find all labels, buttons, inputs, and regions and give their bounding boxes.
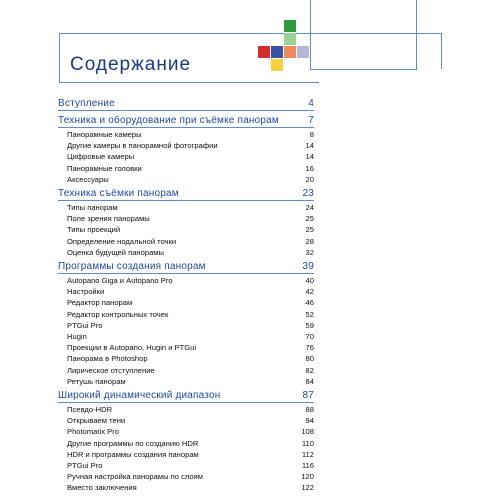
toc-entry-page: 52 [305,309,314,319]
toc-entry[interactable] [58,174,314,185]
frame-line-bottom-h [59,82,319,83]
toc-entry[interactable] [58,275,314,286]
toc-section-title: Техника и оборудование при съёмке панорам [58,115,279,126]
toc-entry[interactable] [58,297,314,308]
toc-section-page: 87 [302,390,314,402]
toc-entry-label: Ретушь панорам [67,376,126,386]
toc-section [58,188,314,261]
toc-section [58,261,314,390]
toc-entry-label: Оценка будущей панорамы [67,247,164,257]
toc-entry-page: 25 [305,225,314,235]
toc-entry-label: Аксессуары [67,174,109,184]
toc-section [58,98,314,115]
toc-section-heading[interactable] [58,261,314,273]
toc-section-page: 39 [302,261,314,273]
toc-entry[interactable] [58,320,314,331]
toc-entry[interactable] [58,353,314,364]
toc-entry-label: Редактор панорам [67,298,133,308]
toc-section-heading[interactable] [58,98,314,110]
toc-entry-label: PTGui Pro [67,461,103,471]
toc-entry-page: 120 [301,472,314,482]
toc-entry-label: Панорамные головки [67,163,142,173]
toc-entry-label: Photomatix Pro [67,427,119,437]
toc-entry-page: 24 [305,203,314,213]
toc-entry[interactable] [58,404,314,415]
table-of-contents [58,98,314,497]
toc-section-rule [58,402,314,403]
logo-square-blue [271,46,283,58]
toc-entry-label: Hugin [67,332,87,342]
toc-entry[interactable] [58,438,314,449]
toc-entry[interactable] [58,213,314,224]
toc-entry-label: Редактор контрольных точек [67,309,169,319]
toc-entry-page: 112 [301,449,314,459]
toc-entry[interactable] [58,482,314,493]
toc-entry[interactable] [58,236,314,247]
toc-entry-label: Ручная настройка панорамы по слоям [67,472,203,482]
toc-section-page: 7 [308,115,314,126]
logo-square-green [284,20,296,32]
toc-entry-label: Проекции в Autopano, Hugin и PTGui [67,343,197,353]
toc-entry-page: 25 [305,214,314,224]
toc-entry-page: 110 [301,438,314,448]
toc-entry-page: 8 [309,130,314,139]
toc-section [58,115,314,188]
toc-entry[interactable] [58,426,314,437]
toc-entry-label: Определение нодальной точки [67,236,177,246]
toc-entry-page: 16 [305,163,314,173]
toc-section-gap [58,494,314,497]
toc-entry-label: Autopano Giga и Autopano Pro [67,276,173,286]
toc-entry[interactable] [58,376,314,387]
toc-entry-label: Другие программы по созданию HDR [67,438,199,448]
toc-entry-page: 28 [305,236,314,246]
toc-entry[interactable] [58,224,314,235]
toc-entry-label: Типы проекций [67,225,121,235]
toc-entry-page: 14 [305,152,314,162]
toc-entry-page: 32 [305,247,314,257]
toc-entry[interactable] [58,365,314,376]
frame-line-mid-h [310,69,416,70]
toc-entry[interactable] [58,151,314,162]
toc-entry[interactable] [58,247,314,258]
frame-line-upper-v1 [310,0,311,70]
toc-entry[interactable] [58,471,314,482]
toc-entry[interactable] [58,129,314,140]
toc-entry[interactable] [58,415,314,426]
toc-entry-label: Лирическое отступление [67,365,155,375]
frame-line-upper-v2 [416,0,417,70]
toc-entry-page: 94 [305,416,314,426]
toc-entry[interactable] [58,460,314,471]
toc-section-heading[interactable] [58,390,314,402]
toc-entry[interactable] [58,331,314,342]
toc-section-heading[interactable] [58,115,314,127]
toc-entry-page: 116 [301,461,314,471]
toc-entry-page: 59 [305,320,314,330]
toc-entry[interactable] [58,286,314,297]
toc-entry-label: Панорамные камеры [67,130,142,139]
logo-square-lavender [297,46,309,58]
toc-entry-label: Цифровые камеры [67,152,135,162]
toc-section [58,390,314,497]
page-title: Содержание [70,54,192,75]
toc-section-page: 4 [308,98,314,109]
toc-entry-page: 20 [305,174,314,184]
toc-section-title: Вступление [58,98,115,109]
toc-entry-page: 76 [305,343,314,353]
toc-entry-label: Панорама в Photoshop [67,354,148,364]
toc-section-rule [58,110,314,111]
toc-section-title: Программы создания панорам [58,261,206,273]
toc-section-rule [58,200,314,201]
frame-line-left-v [59,33,60,83]
toc-entry-label: Типы панорам [67,203,118,213]
logo-square-orange [284,46,296,58]
toc-entry-page: 84 [305,376,314,386]
toc-entry[interactable] [58,342,314,353]
frame-line-right-v [441,33,442,69]
toc-entry-page: 70 [305,332,314,342]
toc-section-title: Широкий динамический диапазон [58,390,221,402]
toc-entry[interactable] [58,140,314,151]
toc-entry-page: 88 [305,405,314,415]
toc-entry[interactable] [58,449,314,460]
toc-entry-page: 14 [305,141,314,151]
toc-entry-label: PTGui Pro [67,320,103,330]
logo-square-red [258,46,270,58]
toc-entry-page: 46 [305,298,314,308]
toc-entry[interactable] [58,163,314,174]
toc-section-title: Техника съёмки панорам [58,188,179,200]
toc-entry-label: Поле зрения панорамы [67,214,150,224]
frame-line-top-h [59,33,441,34]
toc-entry-label: Настройки [67,287,105,297]
toc-entry-page: 42 [305,287,314,297]
toc-entry-page: 108 [301,427,314,437]
toc-entry-label: Псевдо-HDR [67,405,113,415]
toc-section-heading[interactable] [58,188,314,200]
logo-square-yellow [271,59,283,71]
toc-entry-label: Другие камеры в панорамной фотографии [67,141,218,151]
toc-entry[interactable] [58,202,314,213]
toc-entry-page: 40 [305,276,314,286]
toc-entry-label: Открываем тени [67,416,126,426]
toc-section-rule [58,273,314,274]
toc-section-rule [58,127,314,128]
toc-entry-label: Вместо заключения [67,483,137,493]
toc-entry-page: 80 [305,354,314,364]
toc-entry-label: HDR и программы создания панорам [67,449,199,459]
toc-entry[interactable] [58,309,314,320]
toc-entry-page: 82 [305,365,314,375]
logo-square-light-green [284,33,296,45]
toc-section-page: 23 [302,188,314,200]
toc-entry-page: 122 [301,483,314,493]
